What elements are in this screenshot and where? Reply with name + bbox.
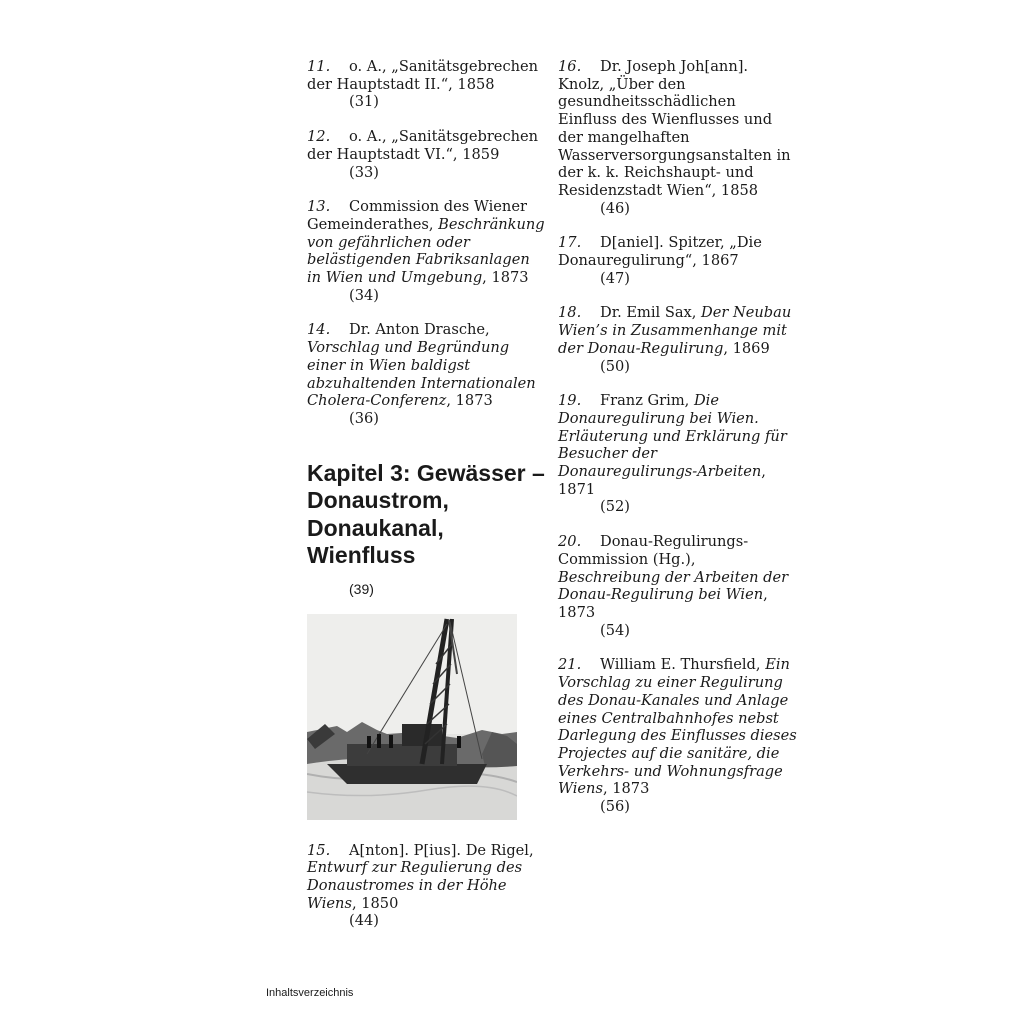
historic-photo-dredging-machine xyxy=(307,614,517,820)
entry-text: Dr. Emil Sax, xyxy=(600,304,702,322)
entry-title: Beschränkung von gefährlichen oder belästigenden Fabriksanlagen in Wien und Umgebung xyxy=(307,215,545,287)
entry-text: William E. Thursfield, xyxy=(600,656,766,674)
entry-text: A[nton]. P[ius]. De Rigel, xyxy=(349,841,534,859)
entry-page-number: (33) xyxy=(349,163,379,181)
entry-page-number: (44) xyxy=(349,912,379,930)
entry-title: Entwurf zur Regulierung des Donaustromes in der Höhe Wiens xyxy=(307,859,523,912)
entry-number: 15. xyxy=(307,841,331,859)
entry-page-number: (31) xyxy=(349,93,379,111)
entry-text: , 1873 xyxy=(602,780,650,798)
entry-title: Die Donauregulirung bei Wien. Erläuterung und Erklärung für Besucher der Donauregulirungs-Arbeiten xyxy=(558,392,787,481)
entry-number: 14. xyxy=(307,321,331,339)
entry-page-number: (46) xyxy=(600,199,630,217)
entry-page-number: (54) xyxy=(600,621,630,639)
left-column xyxy=(307,58,547,947)
entry-number: 18. xyxy=(558,304,582,322)
entry-page-number: (34) xyxy=(349,286,379,304)
right-column xyxy=(558,58,798,833)
toc-entry[interactable] xyxy=(307,58,547,111)
toc-entry[interactable] xyxy=(558,656,798,815)
entry-number: 13. xyxy=(307,198,331,216)
entry-text: D[aniel]. Spitzer, „Die Donauregulirung“, 1867 xyxy=(558,234,762,270)
toc-entry[interactable] xyxy=(307,198,547,304)
entry-number: 16. xyxy=(558,58,582,75)
toc-entry[interactable] xyxy=(307,321,547,427)
entry-page-number: (47) xyxy=(600,269,630,287)
entry-text: , 1873 xyxy=(558,586,768,621)
entry-number: 20. xyxy=(558,533,582,551)
entry-text: Dr. Joseph Joh[ann]. Knolz, „Über den gesundheitsschädlichen Einfluss des Wienflusses und der mangelhaften Wasserversorgungsanstalten in der k. k. Reichshaupt- und Residenzstadt Wien“, 1858 xyxy=(558,58,791,199)
entry-text: Commission des Wiener Gemeinderathes, xyxy=(307,198,527,233)
entry-text: Donau-Regulirungs-Commission (Hg.), xyxy=(558,533,749,568)
entry-text: Dr. Anton Drasche, xyxy=(349,321,490,339)
entry-page-number: (36) xyxy=(349,409,379,427)
entry-title: Ein Vorschlag zu einer Regulirung des Donau-Kanales und Anlage eines Centralbahnhofes nebst Darlegung des Einflusses dieses Projectes auf die sanitäre, die Verkehrs- und Wohnungsfrage Wiens xyxy=(558,656,797,798)
entry-number: 12. xyxy=(307,128,331,146)
entry-number: 19. xyxy=(558,392,582,410)
entry-number: 11. xyxy=(307,58,331,75)
toc-entry[interactable] xyxy=(558,234,798,287)
entry-title: Der Neubau Wien’s in Zusammenhange mit der Donau-Regulirung xyxy=(558,304,792,357)
toc-entry[interactable] xyxy=(307,842,547,931)
toc-entry[interactable] xyxy=(558,533,798,639)
photo-illustration xyxy=(307,614,517,820)
entry-number: 17. xyxy=(558,234,582,252)
toc-entry[interactable] xyxy=(558,392,798,516)
entry-page-number: (56) xyxy=(600,798,630,816)
entry-text: , 1873 xyxy=(482,269,529,287)
entry-number: 21. xyxy=(558,656,582,674)
entry-text: , 1850 xyxy=(351,894,399,912)
entries-top xyxy=(307,58,547,428)
entry-page-number: (52) xyxy=(600,498,630,516)
toc-entry[interactable] xyxy=(307,128,547,181)
entry-text: , 1869 xyxy=(723,339,770,357)
entry-text: o. A., „Sanitätsgebrechen der Hauptstadt VI.“, 1859 xyxy=(307,128,539,163)
entry-page-number: (50) xyxy=(600,357,630,375)
entry-text: o. A., „Sanitätsgebrechen der Hauptstadt II.“, 1858 xyxy=(307,58,539,93)
entry-text: , 1873 xyxy=(446,392,493,410)
toc-entry[interactable] xyxy=(558,58,798,217)
footer-label: Inhaltsverzeichnis xyxy=(266,987,354,999)
entry-title: Vorschlag und Begründung einer in Wien baldigst abzuhaltenden Internationalen Cholera-Conferenz xyxy=(307,339,536,410)
entry-text: , 1871 xyxy=(558,463,766,498)
entry-text: Franz Grim, xyxy=(600,392,694,410)
toc-entry[interactable] xyxy=(558,304,798,375)
chapter-heading[interactable]: Kapitel 3: Gewässer – Donaustrom, Donaukanal, Wienfluss xyxy=(307,459,545,569)
chapter-page-number: (39) xyxy=(349,580,374,597)
entry-title: Beschreibung der Arbeiten der Donau-Regulirung bei Wien xyxy=(558,568,789,604)
entries-bottom xyxy=(307,842,547,931)
